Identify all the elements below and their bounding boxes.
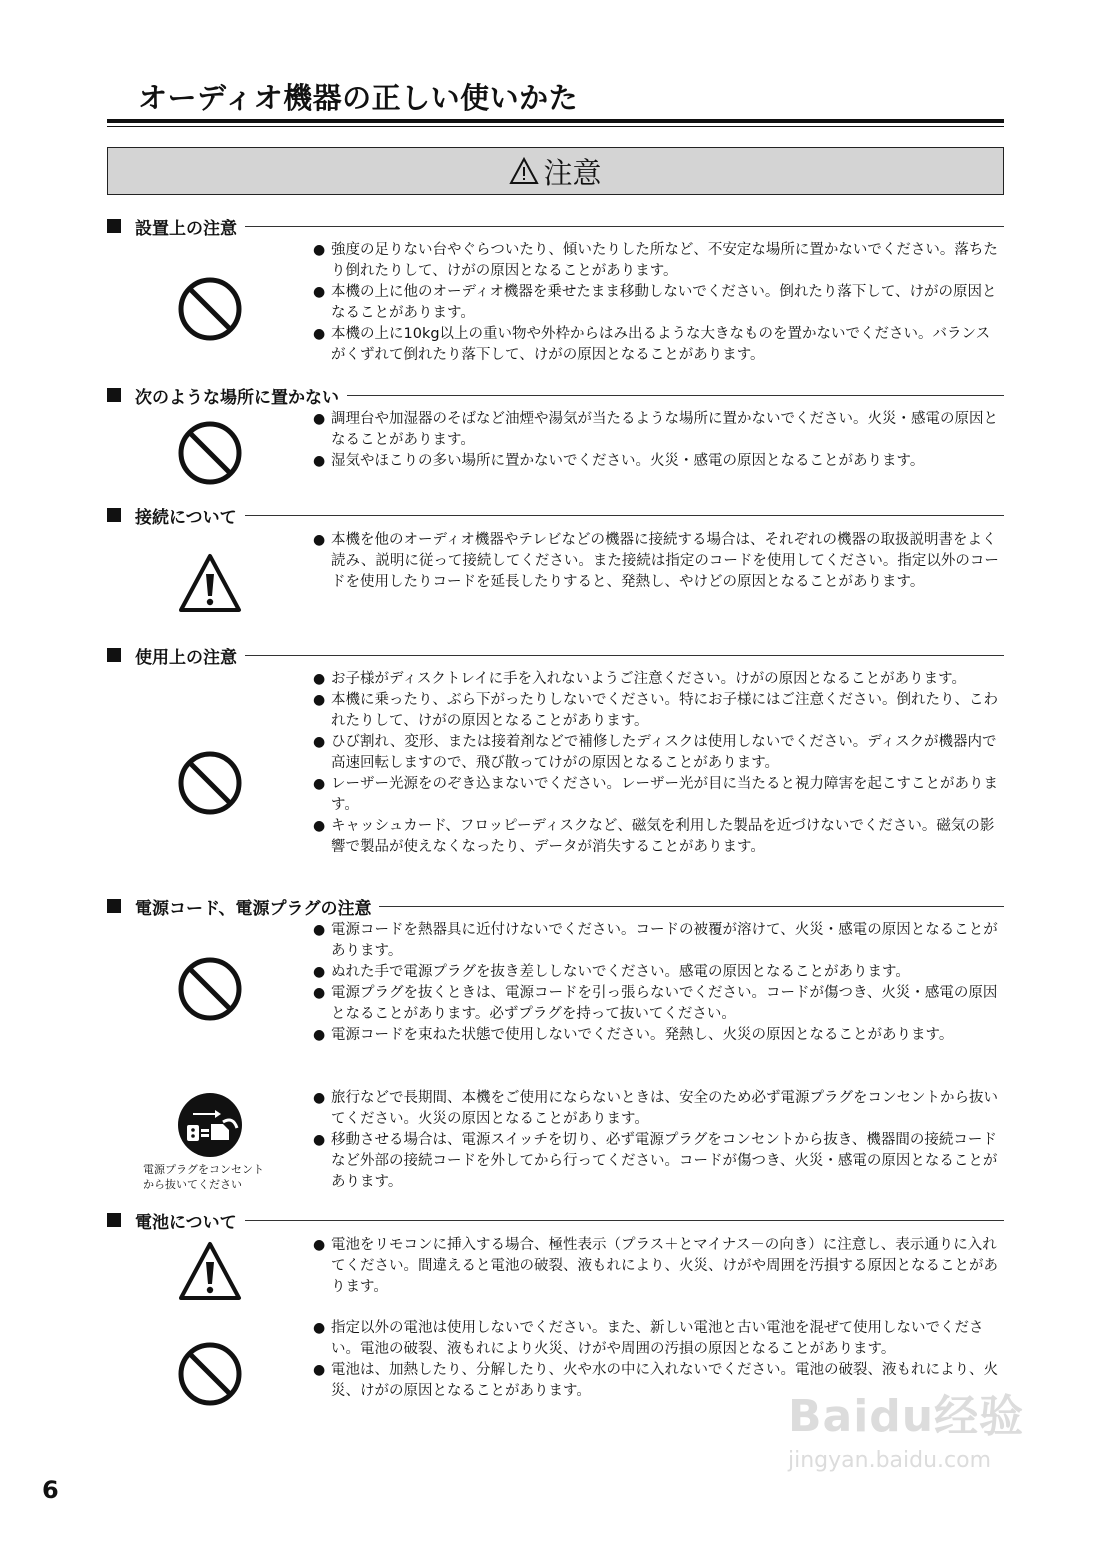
list-item: ● 電源コードを熱器具に近付けないでください。コードの被覆が溶けて、火災・感電の原因となることがあります。 [313,920,1003,962]
watermark-url: jingyan.baidu.com [788,1448,992,1473]
section-rule [245,515,1004,516]
caution-banner [107,147,1004,195]
section-rule [347,395,1004,396]
section-items [313,1088,1003,1193]
watermark-logo: Baidu经验 [788,1391,1025,1442]
caption-line: 電源プラグをコンセント [143,1163,264,1176]
section-bullet [107,219,121,233]
list-item: ● 移動させる場合は、電源スイッチを切り、必ず電源プラグをコンセントから抜き、機器間の接続コードなど外部の接続コードを外してから行ってください。コードが傷つき、火災・感電の原因となることがあります。 [313,1130,1003,1193]
section-title: 電源コード、電源プラグの注意 [135,898,372,919]
section-items [313,1235,1003,1298]
caption-line: から抜いてください [143,1178,242,1191]
list-item: ● お子様がディスクトレイに手を入れないようご注意ください。けがの原因となることがあります。 [313,669,1003,690]
section-header-power-cord [107,894,1004,918]
section-rule [379,906,1004,907]
page-number: 6 [42,1476,59,1504]
section-header-installation [107,214,1004,238]
section-header-battery [107,1208,1004,1232]
warning-triangle-icon [177,1240,243,1302]
section-title: 次のような場所に置かない [135,387,339,408]
warning-triangle-icon [177,552,243,614]
section-bullet [107,388,121,402]
list-item: ● ぬれた手で電源プラグを抜き差ししないでください。感電の原因となることがあります。 [313,962,1003,983]
section-items [313,530,1003,593]
list-item: ● 本機を他のオーディオ機器やテレビなどの機器に接続する場合は、それぞれの機器の取扱説明書をよく読み、説明に従って接続してください。また接続は指定のコードを使用してください。指定以外のコードを使用したりコードを延長したりすると、発熱し、やけどの原因となることがあります。 [313,530,1003,593]
section-bullet [107,899,121,913]
prohibition-icon [177,420,243,486]
list-item: ● 本機の上に他のオーディオ機器を乗せたまま移動しないでください。倒れたり落下して、けがの原因となることがあります。 [313,282,1003,324]
section-bullet [107,648,121,662]
list-item: ● 電源コードを束ねた状態で使用しないでください。発熱し、火災の原因となることがあります。 [313,1025,1003,1046]
prohibition-icon [177,1341,243,1407]
unplug-caption [143,1162,264,1192]
section-items [313,409,1003,472]
list-item: ● キャッシュカード、フロッピーディスクなど、磁気を利用した製品を近づけないでください。磁気の影響で製品が使えなくなったり、データが消失することがあります。 [313,816,1003,858]
list-item: ● 湿気やほこりの多い場所に置かないでください。火災・感電の原因となることがあります。 [313,451,1003,472]
list-item: ● レーザー光源をのぞき込まないでください。レーザー光が目に当たると視力障害を起こすことがあります。 [313,774,1003,816]
section-title: 接続について [135,507,237,528]
caution-triangle-icon [509,157,539,185]
section-bullet [107,508,121,522]
section-items [313,669,1003,858]
list-item: ● ひび割れ、変形、または接着剤などで補修したディスクは使用しないでください。ディスクが機器内で高速回転しますので、飛び散ってけがの原因となることがあります。 [313,732,1003,774]
section-items [313,240,1003,366]
list-item: ● 本機に乗ったり、ぶら下がったりしないでください。特にお子様にはご注意ください。倒れたり、こわれたりして、けがの原因となることがあります。 [313,690,1003,732]
prohibition-icon [177,750,243,816]
section-rule [245,226,1004,227]
prohibition-icon [177,276,243,342]
section-items [313,920,1003,1046]
list-item: ● 旅行などで長期間、本機をご使用にならないときは、安全のため必ず電源プラグをコンセントから抜いてください。火災の原因となることがあります。 [313,1088,1003,1130]
prohibition-icon [177,956,243,1022]
list-item: ● 電池をリモコンに挿入する場合、極性表示（プラス＋とマイナス－の向き）に注意し、表示通りに入れてください。間違えると電池の破裂、液もれにより、火災、けがや周囲を汚損する原因となることがあります。 [313,1235,1003,1298]
list-item: ● 強度の足りない台やぐらついたり、傾いたりした所など、不安定な場所に置かないでください。落ちたり倒れたりして、けがの原因となることがあります。 [313,240,1003,282]
list-item: ● 電源プラグを抜くときは、電源コードを引っ張らないでください。コードが傷つき、火災・感電の原因となることがあります。必ずプラグを持って抜いてください。 [313,983,1003,1025]
title-rule-thin [107,126,1004,127]
title-rule-thick [107,119,1004,123]
section-rule [245,655,1004,656]
section-title: 使用上の注意 [135,647,237,668]
section-title: 電池について [135,1212,237,1233]
list-item: ● 指定以外の電池は使用しないでください。また、新しい電池と古い電池を混ぜて使用しないでください。電池の破裂、液もれにより火災、けがや周囲の汚損の原因となることがあります。 [313,1318,1003,1360]
section-title: 設置上の注意 [135,218,237,239]
section-bullet [107,1213,121,1227]
baidu-watermark [788,1380,1024,1473]
unplug-icon [177,1092,243,1158]
list-item: ● 本機の上に10kg以上の重い物や外枠からはみ出るような大きなものを置かないでください。バランスがくずれて倒れたり落下して、けがの原因となることがあります。 [313,324,1003,366]
section-header-usage [107,643,1004,667]
banner-label: 注意 [543,155,602,190]
section-header-connection [107,503,1004,527]
section-header-locations [107,383,1004,407]
section-rule [245,1220,1004,1221]
page-title: オーディオ機器の正しい使いかた [138,81,579,115]
list-item: ● 電池は、加熱したり、分解したり、火や水の中に入れないでください。電池の破裂、液もれにより、火災、けがの原因となることがあります。 [313,1360,1003,1402]
list-item: ● 調理台や加湿器のそばなど油煙や湯気が当たるような場所に置かないでください。火災・感電の原因となることがあります。 [313,409,1003,451]
